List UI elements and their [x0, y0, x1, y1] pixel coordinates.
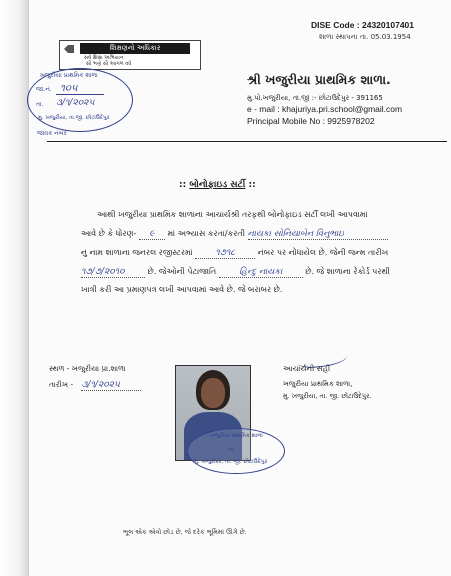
photo-face: [201, 378, 225, 408]
inward-stamp-date-label: તા.: [36, 101, 44, 108]
caste-value: હિન્દુ નાયકા: [219, 267, 303, 278]
title-left-dots: ::: [179, 180, 187, 190]
body-line-2-start: આવે છે કે ધોરણ-: [81, 229, 137, 238]
inward-stamp-place: મુ. ખજુરીયા, તા.જી. છોટાઉદેપુર: [38, 115, 110, 121]
inward-number-stamp: [27, 68, 133, 132]
page-edge: [0, 0, 28, 576]
gr-number: ૧૭૧૮: [195, 248, 255, 259]
body-line-2: [81, 229, 388, 240]
pencil-icon: [64, 45, 74, 53]
photo-stamp-place: મુ. ખજુરીયા, તા. જી. છોટાઉદેપુર: [194, 459, 268, 465]
inward-stamp-no-value: ૧૦૫: [60, 83, 78, 94]
establishment-date: શાળા સ્થાપના તા. 05.03.1954: [319, 33, 411, 41]
signature-address: મુ. ખજુરીયા, તા. જી. છોટાઉદેપુર.: [283, 392, 372, 400]
principal-mobile: Principal Mobile No : 9925978202: [247, 116, 375, 126]
signature-title: આચાર્યની સહી: [283, 364, 331, 373]
body-line-2-mid: માં અભ્યાસ કરતા/કરતી: [167, 229, 245, 238]
body-line-1: આથી ખજુરીયા પ્રાથમિક શાળાના આચાર્યશ્રી તરફથી બોનોફાઇડ સર્ટી લખી આપવામાં: [97, 210, 368, 219]
rte-logo-line1: સર્વ શિક્ષા અભિયાન: [84, 55, 124, 61]
body-line-4-end: છે. જે શાળાના રેકોર્ડ પરથી: [305, 267, 390, 276]
date-label: તારીખ -: [49, 380, 74, 389]
body-line-3: [81, 248, 388, 259]
certificate-page: [28, 0, 451, 576]
inward-stamp-date-value: ૩/૧/૨૦૨૫: [56, 98, 95, 108]
dise-code: DISE Code : 24320107401: [311, 20, 415, 30]
place-label: સ્થળ - ખજુરીયા પ્રા.શાળા: [49, 364, 126, 373]
outward-number-label: જાવક નંબર: [37, 130, 67, 137]
title-text: બોનોફાઇડ સર્ટી: [189, 180, 246, 190]
issue-date: ૩/૧/૨૦૨૫: [81, 380, 141, 391]
standard-value: ૯: [139, 229, 165, 240]
body-line-5: ખાત્રી કરી આ પ્રમાણપત્ર લખી આપવામાં આવે છે. જે બરાબર છે.: [81, 285, 283, 294]
photo-stamp-date: તા.: [228, 446, 236, 453]
date-of-birth: ૧૭/૭/૨૦૧૦: [81, 267, 145, 278]
body-line-4: [81, 267, 390, 278]
inward-stamp-school: ખજુરીયા પ્રાથમિક શાળા: [40, 72, 98, 79]
inward-stamp-no-underline: [56, 94, 104, 95]
photo-school-stamp: [187, 428, 285, 474]
school-name: શ્રી ખજુરીયા પ્રાથમિક શાળા.: [247, 72, 391, 87]
title-right-dots: ::: [248, 180, 256, 190]
signature-school: ખજુરીયા પ્રાથમિક શાળા,: [283, 380, 353, 388]
date-row: [49, 380, 141, 391]
body-line-4-mid: છે. જેઓની પેટાજાતિ: [147, 267, 217, 276]
rte-logo: [59, 40, 201, 70]
photo-stamp-school: ખજુરીયા પ્રાથમિક શાળા: [210, 433, 263, 439]
footer-motto: ભૂલ એક એવો છોડ છે, જે દરેક ભૂમિમાં ઊગે છે.: [123, 528, 247, 536]
body-line-3-end: નંબર પર નોંધાયેલ છે. જેની જન્મ તારીખ: [257, 248, 389, 257]
school-email: e - mail : khajuriya.pri.school@gmail.com: [247, 104, 403, 114]
rte-logo-line2: સૌ ભણે સૌ આગળ વધે: [86, 61, 132, 67]
student-name: નાયકા સોનિયાબેન વિનુભાઇ: [248, 229, 388, 240]
certificate-title: [179, 180, 256, 190]
header-divider: [47, 141, 447, 142]
inward-stamp-no-label: જા.નં.: [36, 86, 52, 93]
body-line-3-start: નું નામ શાળાના જનરલ રજીસ્ટરમાં: [81, 248, 193, 257]
rte-logo-banner: શિક્ષણનો અધિકાર: [80, 43, 190, 54]
school-address: મુ.પો.ખજુરીયા, તા.જી :- છોટાઉદેપુર - 391165: [247, 94, 383, 102]
